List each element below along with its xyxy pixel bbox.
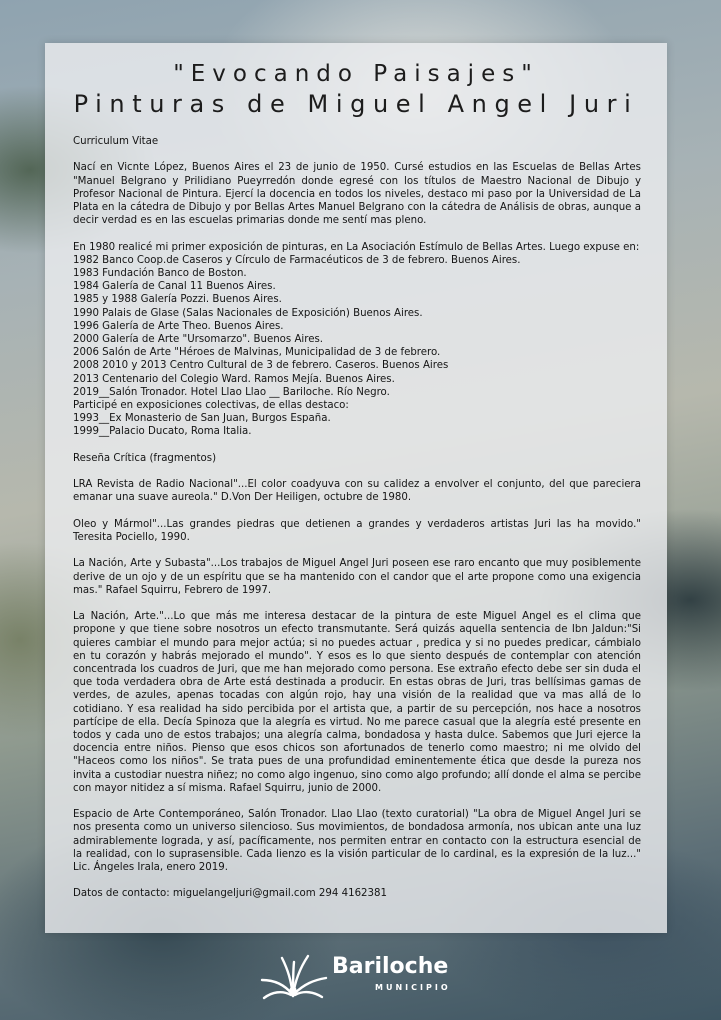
contact-line: Datos de contacto: miguelangeljuri@gmail.com 294 4162381 — [73, 888, 387, 900]
exhibition-item: 1982 Banco Coop.de Caseros y Círculo de Farmacéuticos de 3 de febrero. Buenos Aires. — [73, 254, 521, 266]
exhibition-item: 2000 Galería de Arte "Ursomarzo". Buenos Aires. — [73, 334, 324, 346]
exhibition-item: 1990 Palais de Glase (Salas Nacionales de Exposición) Buenos Aires. — [73, 307, 423, 319]
exhibition-item: 1999__Palacio Ducato, Roma Italia. — [73, 426, 252, 438]
review-paragraph: La Nación, Arte y Subasta"...Los trabajos de Miguel Angel Juri poseen ese raro encanto que muy posiblemente derive de un ojo y de un espíritu que se ha mantenido con el candor que el arte propone como una exigencia mas." Rafael Squirru, Febrero de 1997. — [73, 558, 641, 596]
page-subtitle: Pinturas de Miguel Angel Juri — [73, 90, 639, 118]
review-paragraph: Oleo y Mármol"...Las grandes piedras que detienen a grandes y verdaderos artistas Juri las ha movido." Teresita Pociello, 1990. — [73, 518, 641, 544]
exhibition-item: 1983 Fundación Banco de Boston. — [73, 268, 247, 279]
exhibition-item: 1984 Galería de Canal 11 Buenos Aires. — [73, 281, 276, 293]
exhibition-item: 1996 Galería de Arte Theo. Buenos Aires. — [73, 320, 284, 332]
exhibition-item: 1985 y 1988 Galería Pozzi. Buenos Aires. — [73, 294, 282, 306]
document-body — [73, 135, 641, 901]
cv-heading: Curriculum Vitae — [73, 136, 159, 147]
content-panel — [45, 43, 667, 933]
exhibition-item: 2006 Salón de Arte "Héroes de Malvinas, Municipalidad de 3 de febrero. — [73, 347, 441, 359]
bariloche-logo — [258, 950, 468, 1002]
exhibition-item: 1993__Ex Monasterio de San Juan, Burgos España. — [73, 413, 331, 425]
logo-wordmark: Bariloche — [332, 954, 449, 979]
flower-logo-icon — [258, 950, 328, 1000]
review-paragraph: LRA Revista de Radio Nacional"...El color coadyuva con su calidez a envolver el conjunto, del que pareciera emanar una suave aureola." D.Von Der Heiligen, octubre de 1980. — [73, 479, 641, 504]
review-heading: Reseña Crítica (fragmentos) — [73, 452, 217, 464]
review-paragraph: Espacio de Arte Contemporáneo, Salón Tronador. Llao Llao (texto curatorial) "La obra de Miguel Angel Juri se nos presenta como un universo silencioso. Sus movimientos, de bondadosa armonía, nos ubican ante una luz admirablemente lograda, y así, pacíficamente, nos permiten entrar en contacto con la estructura esencial de la realidad, con lo suprasensible. Cada lienzo es la visión particular de lo cardinal, es la expresión de la luz..." Lic. Ángeles Irala, enero 2019. — [73, 809, 641, 874]
exhibition-item: 2019__Salón Tronador. Hotel Llao Llao __ Bariloche. Río Negro. — [73, 386, 390, 398]
logo-subtitle: MUNICIPIO — [375, 983, 451, 992]
review-paragraph: La Nación, Arte."...Lo que más me interesa destacar de la pintura de este Miguel Angel es el clima que propone y que tiene sobre nosotros un efecto transmutante. Será quizás aquella sentencia de Ibn Jaldun:"Si quieres cambiar el mundo para mejor actúa; si no puedes actuar , predica y si no puedes predicar, cámbialo en tu corazón y habrás mejorado el mundo". Y esos es lo que siento después de contemplar con atención concentrada los cuadros de Juri, que me han mejorado como persona. Ese extraño efecto debe ser sin duda el que toda verdadera obra de Arte está destinada a producir. En estas obras de Juri, tras bellísimas gamas de verdes, de azules, apenas tocadas con algún rojo, hay una visión de la realidad que va mas allá de lo cotidiano. Y esa realidad ha sido percibida por el artista que, a partir de su percepción, nos hace a nosotros partícipe de ella. Decía Spinoza que la alegría es virtud. No me parece casual que la alegría esté presente en todos y cada uno de estos trabajos; una alegría calma, bondadosa y hasta dulce. Sabemos que Juri ejerce la docencia entre niños. Pienso que esos chicos son afortunados de tenerlo como maestro; ni me olvido del "Haceos como los niños". Se trata pues de una profundidad eminentemente ética que desde la pureza nos invita a custodiar nuestra niñez; no como algo ingenuo, sino como algo profundo; allí donde el alma se percibe con mayor nitidez a sí misma. Rafael Squirru, junio de 2000. — [73, 611, 641, 794]
exhibitions-intro: En 1980 realicé mi primer exposición de pinturas, en La Asociación Estímulo de Bellas Artes. Luego expuse en: — [73, 241, 640, 253]
bio-paragraph: Nací en Vicnte López, Buenos Aires el 23 de junio de 1950. Cursé estudios en las Escuelas de Bellas Artes "Manuel Belgrano y Prilidiano Pueyrredón donde egresé con los títulos de Maestro Nacional de Dibujo y Profesor Nacional de Pintura. Ejercí la docencia en todos los niveles, destaco mi paso por la Universidad de La Plata en la cátedra de Dibujo y por Bellas Artes Manuel Belgrano con la cátedra de Análisis de obras, aunque a decir verdad es en las escuelas primarias donde me sentí mas pleno. — [73, 162, 641, 227]
exhibition-item: 2013 Centenario del Colegio Ward. Ramos Mejía. Buenos Aires. — [73, 373, 395, 385]
exhibition-item: 2008 2010 y 2013 Centro Cultural de 3 de febrero. Caseros. Buenos Aires — [73, 360, 449, 372]
exhibition-item: Participé en exposiciones colectivas, de ellas destaco: — [73, 400, 349, 412]
page-title: "Evocando Paisajes" — [173, 61, 539, 87]
